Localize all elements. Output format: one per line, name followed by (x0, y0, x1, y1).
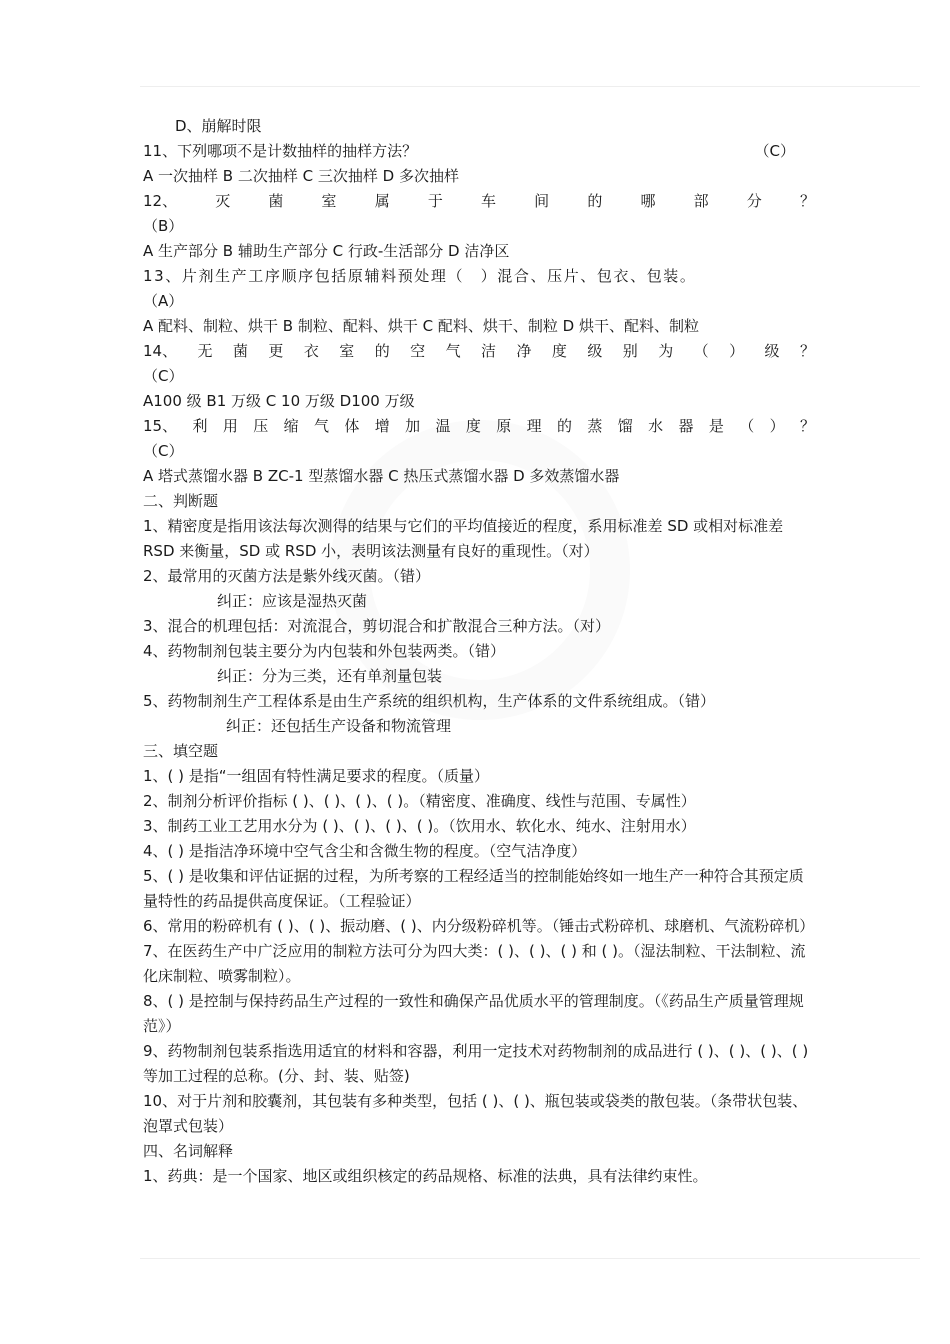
question-char: 气 (313, 417, 329, 435)
question-char: 灭 (215, 192, 231, 210)
question-char: 级 (587, 342, 603, 360)
question-char: ） (729, 342, 745, 360)
section-heading-fill-blank: 三、填空题 (143, 742, 219, 760)
judgement-1: 1、精密度是指用该法每次测得的结果与它们的平均值接近的程度，系用标准差 SD 或相对标准差 RSD 来衡量，SD 或 RSD 小，表明该法测量有良好的重现性。（对） (143, 517, 784, 560)
question-char: 哪 (640, 192, 656, 210)
options-15: A 塔式蒸馏水器 B ZC-1 型蒸馏水器 C 热压式蒸馏水器 D 多效蒸馏水器 (143, 467, 620, 485)
fill-4: 4、( ) 是指洁净环境中空气含尘和含微生物的程度。（空气洁净度） (143, 842, 587, 860)
question-char: 衣 (303, 342, 319, 360)
correction-2: 纠正：应该是湿热灭菌 (217, 592, 368, 610)
question-char: 的 (374, 342, 390, 360)
fill-9: 9、药物制剂包装系指选用适宜的材料和容器，利用一定技术对药物制剂的成品进行 ( )、( )、( )、( ) 等加工过程的总称。(分、封、装、贴签) (143, 1042, 809, 1085)
question-char: 于 (427, 192, 443, 210)
judgement-4: 4、药物制剂包装主要分为内包装和外包装两类。（错） (143, 642, 506, 660)
fill-2: 2、制剂分析评价指标 ( )、( )、( )、( )。（精密度、准确度、线性与范围、专属性） (143, 792, 696, 810)
question-char: 气 (445, 342, 461, 360)
fill-3: 3、制药工业工艺用水分为 ( )、( )、( )、( )。（饮用水、软化水、纯水、注射用水） (143, 817, 696, 835)
question-char: 无 (197, 342, 213, 360)
question-char: 间 (534, 192, 550, 210)
question-char: 水 (648, 417, 664, 435)
fill-1: 1、( ) 是指“一组固有特性满足要求的程度。（质量） (143, 767, 490, 785)
question-char: 缩 (283, 417, 299, 435)
definition-1: 1、药典：是一个国家、地区或组织核定的药品规格、标准的法典，具有法律约束性。 (143, 1167, 708, 1185)
question-char: 12、 (143, 192, 178, 210)
judgement-3: 3、混合的机理包括：对流混合，剪切混合和扩散混合三种方法。（对） (143, 617, 611, 635)
question-char: 馏 (617, 417, 633, 435)
question-char: ？ (799, 342, 815, 360)
question-15 (143, 414, 815, 439)
question-13: 13、片剂生产工序顺序包括原辅料预处理（ ）混合、压片、包衣、包装。 (143, 267, 697, 285)
question-char: 的 (587, 192, 603, 210)
judgement-5: 5、药物制剂生产工程体系是由生产系统的组织机构，生产体系的文件系统组成。（错） (143, 692, 716, 710)
question-char: 15、 (143, 417, 178, 435)
question-char: ？ (799, 417, 815, 435)
question-14 (143, 339, 815, 364)
question-char: 为 (658, 342, 674, 360)
question-char: 别 (622, 342, 638, 360)
options-14: A100 级 B1 万级 C 10 万级 D100 万级 (143, 392, 415, 410)
question-char: 14、 (143, 342, 178, 360)
judgement-2: 2、最常用的灭菌方法是紫外线灭菌。（错） (143, 567, 431, 585)
answer-label: （C） (754, 142, 795, 160)
question-char: 是 (708, 417, 724, 435)
question-char: 增 (374, 417, 390, 435)
answer-12: （B） (143, 217, 184, 235)
question-char: 温 (435, 417, 451, 435)
question-char: 更 (268, 342, 284, 360)
question-char: 原 (496, 417, 512, 435)
section-heading-definitions: 四、名词解释 (143, 1142, 234, 1160)
question-text: 11、下列哪项不是计数抽样的抽样方法？ (143, 142, 418, 160)
question-12 (143, 189, 815, 214)
question-char: 级 (764, 342, 780, 360)
question-char: 的 (556, 417, 572, 435)
fill-7: 7、在医药生产中广泛应用的制粒方法可分为四大类：( )、( )、( ) 和 ( )。（湿法制粒、干法制粒、流化床制粒、喷雾制粒）。 (143, 942, 806, 985)
question-char: 车 (481, 192, 497, 210)
question-char: 用 (222, 417, 238, 435)
question-char: 度 (465, 417, 481, 435)
question-char: 蒸 (587, 417, 603, 435)
answer-15: （C） (143, 442, 184, 460)
fill-6: 6、常用的粉碎机有 ( )、( )、振动磨、( )、内分级粉碎机等。（锤击式粉碎机、球磨机、气流粉碎机） (143, 917, 815, 935)
question-char: 净 (516, 342, 532, 360)
section-heading-judgement: 二、判断题 (143, 492, 219, 510)
question-char: 加 (405, 417, 421, 435)
question-char: 度 (551, 342, 567, 360)
question-char: 菌 (268, 192, 284, 210)
question-char: 利 (192, 417, 208, 435)
question-char: ？ (799, 192, 815, 210)
question-char: 空 (410, 342, 426, 360)
question-char: ） (769, 417, 785, 435)
question-char: 属 (374, 192, 390, 210)
document-body (143, 114, 815, 1189)
question-char: 理 (526, 417, 542, 435)
question-char: 部 (693, 192, 709, 210)
top-divider (140, 86, 920, 87)
question-11 (143, 139, 815, 164)
option-line: D、崩解时限 (175, 117, 262, 135)
fill-8: 8、( ) 是控制与保持药品生产过程的一致性和确保产品优质水平的管理制度。（《药品生产质量管理规范》） (143, 992, 804, 1035)
question-char: 压 (253, 417, 269, 435)
bottom-divider (140, 1258, 920, 1259)
fill-5: 5、( ) 是收集和评估证据的过程，为所考察的工程经适当的控制能始终如一地生产一种符合其预定质量特性的药品提供高度保证。（工程验证） (143, 867, 804, 910)
question-char: （ (693, 342, 709, 360)
question-char: 洁 (481, 342, 497, 360)
question-char: 室 (321, 192, 337, 210)
question-char: （ (739, 417, 755, 435)
correction-5: 纠正：还包括生产设备和物流管理 (226, 717, 452, 735)
correction-4: 纠正：分为三类，还有单剂量包装 (217, 667, 443, 685)
options-12: A 生产部分 B 辅助生产部分 C 行政-生活部分 D 洁净区 (143, 242, 510, 260)
question-char: 菌 (232, 342, 248, 360)
answer-14: （C） (143, 367, 184, 385)
question-char: 器 (678, 417, 694, 435)
fill-10: 10、对于片剂和胶囊剂，其包装有多种类型，包括 ( )、( )、瓶包装或袋类的散包装。（条带状包装、泡罩式包装） (143, 1092, 808, 1135)
options-11: A 一次抽样 B 二次抽样 C 三次抽样 D 多次抽样 (143, 167, 459, 185)
question-char: 体 (344, 417, 360, 435)
answer-13: （A） (143, 292, 184, 310)
question-char: 室 (339, 342, 355, 360)
question-char: 分 (746, 192, 762, 210)
options-13: A 配料、制粒、烘干 B 制粒、配料、烘干 C 配料、烘干、制粒 D 烘干、配料、制粒 (143, 317, 699, 335)
